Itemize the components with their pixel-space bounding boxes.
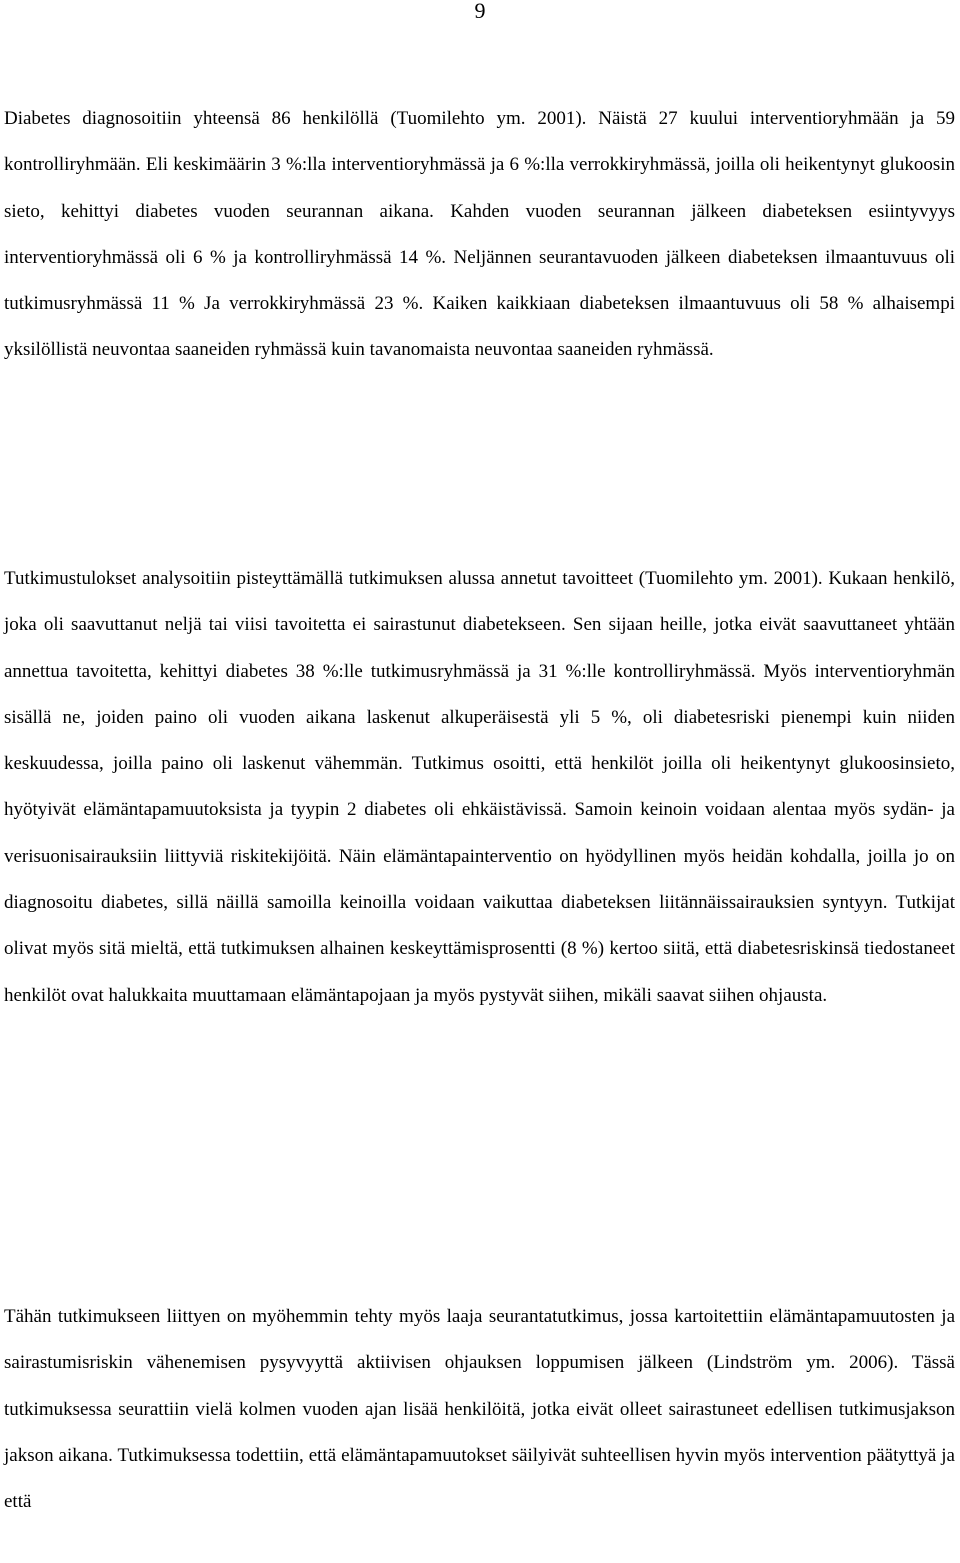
paragraph-follow-up-study: Tähän tutkimukseen liittyen on myöhemmin tehty myös laaja seurantatutkimus, jossa kartoitettiin elämäntapamuutosten ja sairastumisriskin vähenemisen pysyvyyttä aktiivisen ohjauksen loppumisen jälkeen (Lindström ym. 2006). Tässä tutkimuksessa seurattiin vielä kolmen vuoden ajan lisää henkilöitä, jotka eivät olleet sairastuneet edellisen tutkimusjakson jakson aikana. Tutkimuksessa todettiin, että elämäntapamuutokset säilyivät suhteellisen hyvin myös intervention päätyttyä ja että [4,1306,955,1513]
page-number: 9 [474,0,486,23]
paragraph-goal-scoring-results: Tutkimustulokset analysoitiin pisteyttämällä tutkimuksen alussa annetut tavoitteet (Tuomilehto ym. 2001). Kukaan henkilö, joka oli saavuttanut neljä tai viisi tavoitetta ei sairastunut diabetekseen. Sen sijaan heille, jotka eivät saavuttaneet yhtään annettua tavoitetta, kehittyi diabetes 38 %:lle tutkimusryhmässä ja 31 %:lle kontrolliryhmässä. Myös interventioryhmän sisällä ne, joiden paino oli vuoden aikana laskenut alkuperäisestä yli 5 %, oli diabetesriski pienempi kuin niiden keskuudessa, joilla paino oli laskenut vähemmän. Tutkimus osoitti, että henkilöt joilla oli heikentynyt glukoosinsieto, hyötyivät elämäntapamuutoksista ja tyypin 2 diabetes oli ehkäistävissä. Samoin keinoin voidaan alentaa myös sydän- ja verisuonisairauksiin liittyviä riskitekijöitä. Näin elämäntapainterventio on hyödyllinen myös heidän kohdalla, joilla jo on diagnosoitu diabetes, sillä näillä samoilla keinoilla voidaan vaikuttaa diabeteksen liitännäissairauksien syntyyn. Tutkijat olivat myös sitä mieltä, että tutkimuksen alhainen keskeyttämisprosentti (8 %) kertoo siitä, että diabetesriskinsä tiedostaneet henkilöt ovat halukkaita muuttamaan elämäntapojaan ja myös pystyvät siihen, mikäli saavat siihen ohjausta. [4,568,955,1006]
paragraph-diabetes-incidence: Diabetes diagnosoitiin yhteensä 86 henkilöllä (Tuomilehto ym. 2001). Näistä 27 kuului interventioryhmään ja 59 kontrolliryhmään. Eli keskimäärin 3 %:lla interventioryhmässä ja 6 %:lla verrokkiryhmässä, joilla oli heikentynyt glukoosin sieto, kehittyi diabetes vuoden seurannan aikana. Kahden vuoden seurannan jälkeen diabeteksen esiintyvyys interventioryhmässä oli 6 % ja kontrolliryhmässä 14 %. Neljännen seurantavuoden jälkeen diabeteksen ilmaantuvuus oli tutkimusryhmässä 11 % Ja verrokkiryhmässä 23 %. Kaiken kaikkiaan diabeteksen ilmaantuvuus oli 58 % alhaisempi yksilöllistä neuvontaa saaneiden ryhmässä kuin tavanomaista neuvontaa saaneiden ryhmässä. [4,108,955,361]
